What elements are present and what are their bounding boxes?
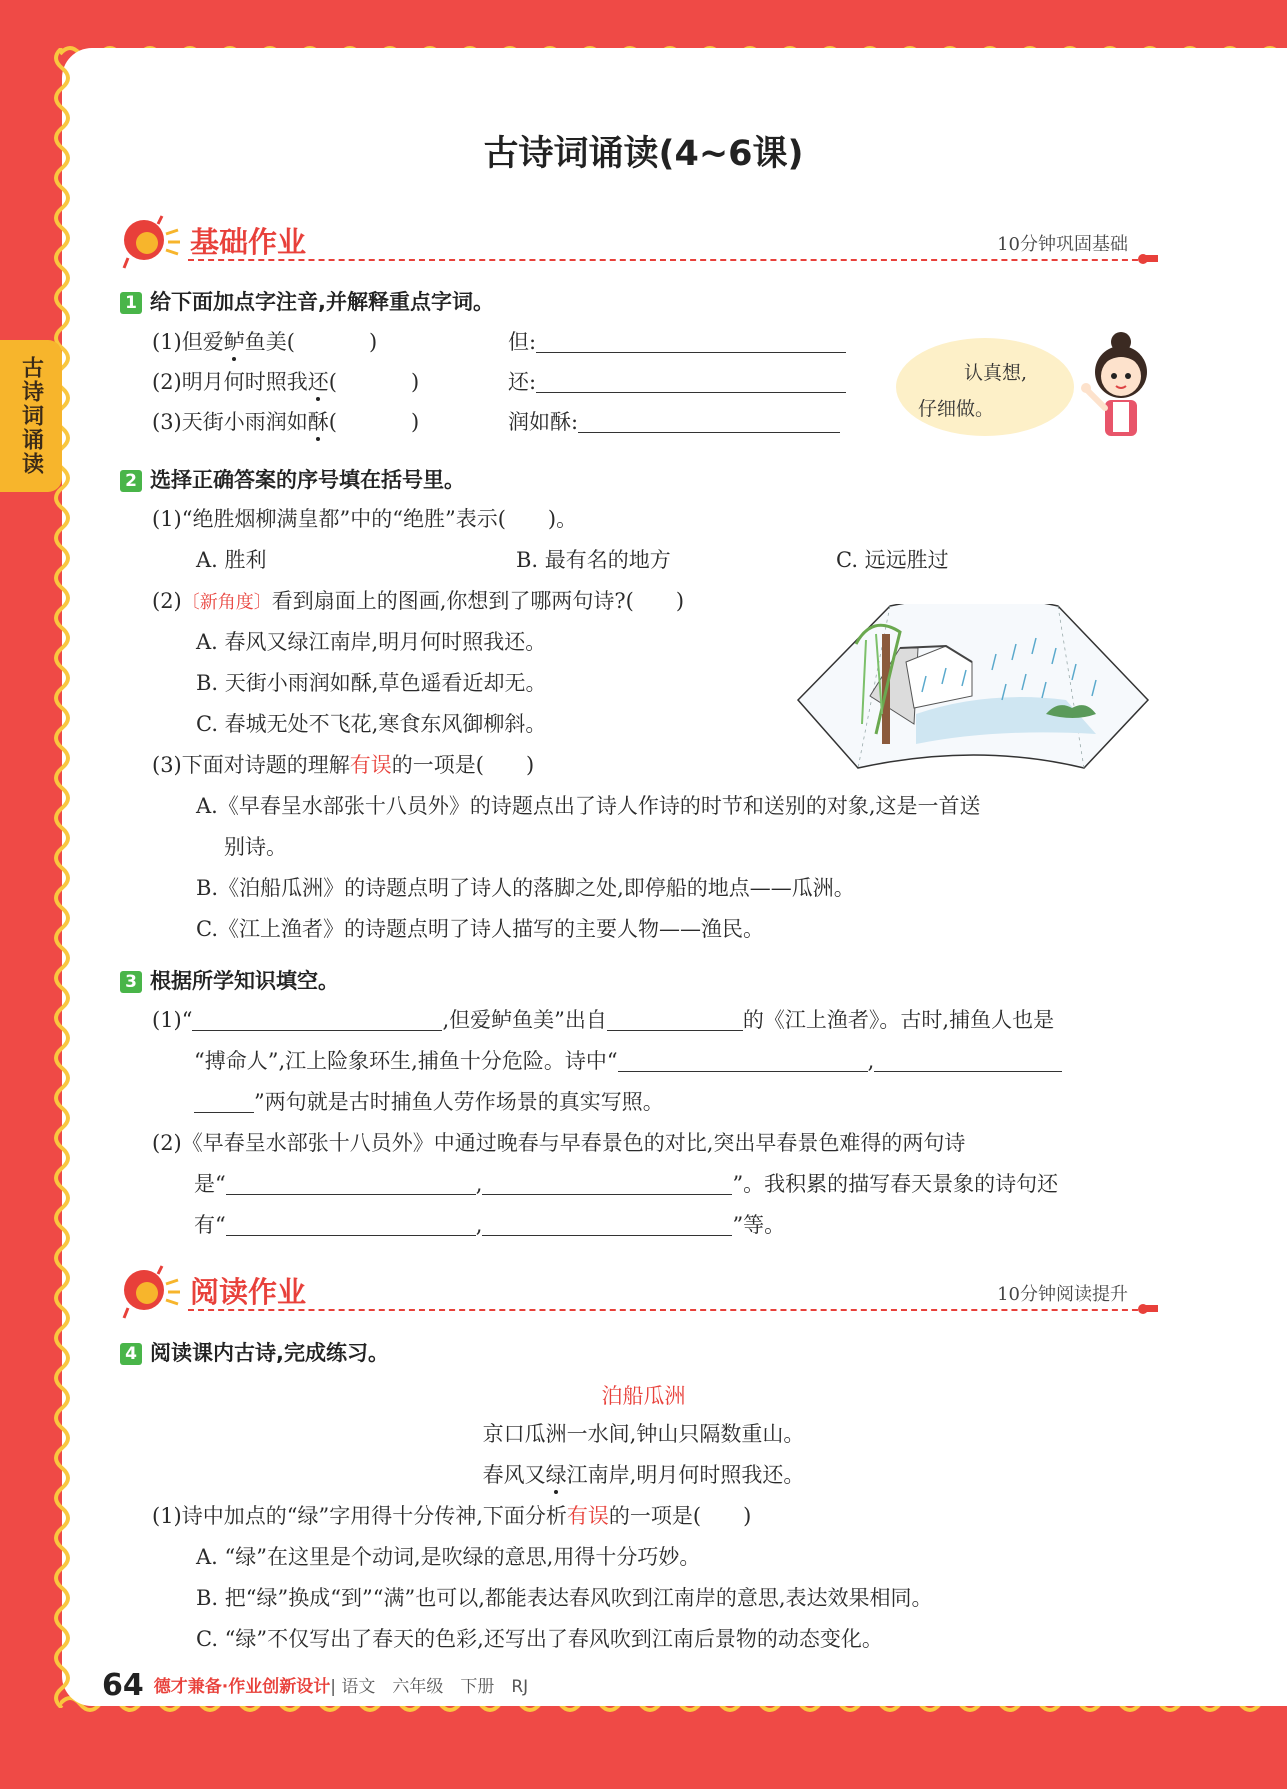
girl-illustration xyxy=(1075,326,1165,446)
emphasis-text: 有误 xyxy=(566,1504,609,1528)
footer-info: | 语文 六年级 下册 RJ xyxy=(330,1677,529,1697)
question-number: 2 xyxy=(120,470,142,492)
answer-line[interactable] xyxy=(194,1090,254,1113)
q2-p1-option-a[interactable]: A. 胜利 xyxy=(196,548,267,572)
answer-line[interactable] xyxy=(226,1213,476,1236)
q3-line-3 xyxy=(194,1086,664,1116)
question-number: 4 xyxy=(120,1343,142,1365)
item-text: 鱼美( xyxy=(244,330,295,354)
answer-line[interactable] xyxy=(192,1008,442,1031)
speech-bubble xyxy=(896,338,1074,436)
part-text: (3)下面对诗题的理解 xyxy=(152,753,350,777)
section-header-reading xyxy=(118,1262,1158,1320)
fill-text: 是“ xyxy=(194,1172,226,1196)
item-text: ( xyxy=(328,410,337,434)
poem-line-2 xyxy=(0,1459,1287,1489)
divider-end xyxy=(1144,255,1158,262)
q2-part-2 xyxy=(152,585,684,615)
page-footer xyxy=(102,1668,528,1703)
footer-brand: 德才兼备·作业创新设计 xyxy=(153,1677,331,1697)
section-divider xyxy=(188,1309,1148,1311)
section-label: 阅读作业 xyxy=(190,1275,307,1309)
fill-text: 有“ xyxy=(194,1213,226,1237)
page-number: 64 xyxy=(102,1668,144,1703)
new-angle-tag: 〔新角度〕 xyxy=(181,592,272,613)
item-text: (1)但爱 xyxy=(152,330,224,354)
answer-line[interactable] xyxy=(578,410,840,433)
q1-word-3 xyxy=(508,406,840,436)
answer-line[interactable] xyxy=(482,1213,732,1236)
question-stem: 阅读课内古诗,完成练习。 xyxy=(150,1341,389,1365)
question-3 xyxy=(120,965,339,995)
dotted-char: 酥 xyxy=(307,410,329,434)
q3-line-1 xyxy=(152,1004,1054,1034)
question-stem: 根据所学知识填空。 xyxy=(150,969,339,993)
q4-part-1 xyxy=(152,1500,751,1530)
item-text: (2)明月何时照我 xyxy=(152,370,308,394)
side-tab[interactable] xyxy=(0,340,62,492)
q3-line-2 xyxy=(194,1045,1062,1075)
q3-line-5 xyxy=(194,1168,1058,1198)
word-label: 但: xyxy=(508,330,537,354)
q4-option-a[interactable]: A. “绿”在这里是个动词,是吹绿的意思,用得十分巧妙。 xyxy=(196,1545,701,1569)
item-text: ( xyxy=(328,370,337,394)
section-tag: 10分钟阅读提升 xyxy=(997,1284,1128,1305)
lamp-icon xyxy=(118,1262,182,1320)
fill-text: “搏命人”,江上险象环生,捕鱼十分危险。诗中“ xyxy=(194,1049,618,1073)
question-stem: 给下面加点字注音,并解释重点字词。 xyxy=(150,290,494,314)
fill-text: 的《江上渔者》。古时,捕鱼人也是 xyxy=(742,1008,1055,1032)
q4-option-b[interactable]: B. 把“绿”换成“到”“满”也可以,都能表达春风吹到江南岸的意思,表达效果相同。 xyxy=(196,1586,933,1610)
section-tag: 10分钟巩固基础 xyxy=(997,234,1128,255)
section-label: 基础作业 xyxy=(190,225,307,259)
item-text: ) xyxy=(410,410,420,434)
divider-end xyxy=(1144,1305,1158,1312)
q2-p3-option-a[interactable]: A.《早春呈水部张十八员外》的诗题点出了诗人作诗的时节和送别的对象,这是一首送 xyxy=(196,794,981,818)
section-divider xyxy=(188,259,1148,261)
dotted-char: 绿 xyxy=(545,1463,567,1487)
item-text: ) xyxy=(368,330,378,354)
question-number: 3 xyxy=(120,971,142,993)
q2-p2-option-b[interactable]: B. 天街小雨润如酥,草色遥看近却无。 xyxy=(196,671,547,695)
fill-text: (1)“ xyxy=(152,1008,193,1032)
bubble-text: 仔细做。 xyxy=(918,398,995,420)
poem-text: 春风又 xyxy=(482,1463,546,1487)
q1-item-1 xyxy=(152,326,377,356)
fill-text: ,但爱鲈鱼美”出自 xyxy=(442,1008,607,1032)
answer-line[interactable] xyxy=(536,330,846,353)
answer-line[interactable] xyxy=(482,1172,732,1195)
answer-line[interactable] xyxy=(618,1049,868,1072)
q2-p2-option-c[interactable]: C. 春城无处不飞花,寒食东风御柳斜。 xyxy=(196,712,547,736)
section-header-basic xyxy=(118,212,1158,270)
q4-option-c[interactable]: C. “绿”不仅写出了春天的色彩,还写出了春风吹到江南后景物的动态变化。 xyxy=(196,1627,883,1651)
q2-p3-option-a-cont: 别诗。 xyxy=(224,835,287,859)
word-label: 润如酥: xyxy=(508,410,579,434)
part-label: (2) xyxy=(152,589,182,613)
q3-line-6 xyxy=(194,1209,785,1239)
q2-p1-option-b[interactable]: B. 最有名的地方 xyxy=(516,548,671,572)
question-number: 1 xyxy=(120,292,142,314)
fill-text: , xyxy=(475,1213,483,1237)
part-text: 看到扇面上的图画,你想到了哪两句诗?( ) xyxy=(271,589,685,613)
q1-word-1 xyxy=(508,326,846,356)
answer-line[interactable] xyxy=(874,1049,1062,1072)
dotted-char: 还 xyxy=(307,370,329,394)
word-label: 还: xyxy=(508,370,537,394)
fill-text: , xyxy=(867,1049,875,1073)
fill-text: ”等。 xyxy=(732,1213,786,1237)
poem-text: 江南岸,明月何时照我还。 xyxy=(566,1463,805,1487)
side-tab-label: 古诗词诵读 xyxy=(18,356,44,476)
question-2 xyxy=(120,464,465,494)
page-title: 古诗词诵读(4~6课) xyxy=(483,134,804,174)
q2-p3-option-c[interactable]: C.《江上渔者》的诗题点明了诗人描写的主要人物——渔民。 xyxy=(196,917,764,941)
q2-p1-option-c[interactable]: C. 远远胜过 xyxy=(836,548,949,572)
fill-text: , xyxy=(475,1172,483,1196)
q2-p3-option-b[interactable]: B.《泊船瓜洲》的诗题点明了诗人的落脚之处,即停船的地点——瓜洲。 xyxy=(196,876,855,900)
poem-title: 泊船瓜洲 xyxy=(601,1384,686,1408)
q3-line-4: (2)《早春呈水部张十八员外》中通过晚春与早春景色的对比,突出早春景色难得的两句诗 xyxy=(152,1131,966,1155)
fill-text: ”两句就是古时捕鱼人劳作场景的真实写照。 xyxy=(254,1090,664,1114)
emphasis-text: 有误 xyxy=(349,753,392,777)
answer-line[interactable] xyxy=(607,1008,743,1031)
part-text: 的一项是( ) xyxy=(608,1504,752,1528)
part-text: (1)诗中加点的“绿”字用得十分传神,下面分析 xyxy=(152,1504,567,1528)
part-text: 的一项是( ) xyxy=(391,753,535,777)
poem-line-1: 京口瓜洲一水间,钟山只隔数重山。 xyxy=(482,1422,805,1446)
item-text: (3)天街小雨润如 xyxy=(152,410,308,434)
fill-text: ”。我积累的描写春天景象的诗句还 xyxy=(732,1172,1059,1196)
answer-line[interactable] xyxy=(536,370,846,393)
q1-item-2 xyxy=(152,366,419,396)
lamp-icon xyxy=(118,212,182,270)
question-stem: 选择正确答案的序号填在括号里。 xyxy=(150,468,465,492)
q2-part-3 xyxy=(152,749,534,779)
q1-item-3 xyxy=(152,406,419,436)
bubble-text: 认真想, xyxy=(964,362,1028,384)
fan-painting xyxy=(796,604,1150,772)
question-4 xyxy=(120,1337,389,1367)
q1-word-2 xyxy=(508,366,846,396)
question-1 xyxy=(120,286,494,316)
q2-p2-option-a[interactable]: A. 春风又绿江南岸,明月何时照我还。 xyxy=(196,630,547,654)
dotted-char: 鲈 xyxy=(223,330,245,354)
answer-line[interactable] xyxy=(226,1172,476,1195)
q2-part-1: (1)“绝胜烟柳满皇都”中的“绝胜”表示( )。 xyxy=(152,507,578,531)
item-text: ) xyxy=(410,370,420,394)
